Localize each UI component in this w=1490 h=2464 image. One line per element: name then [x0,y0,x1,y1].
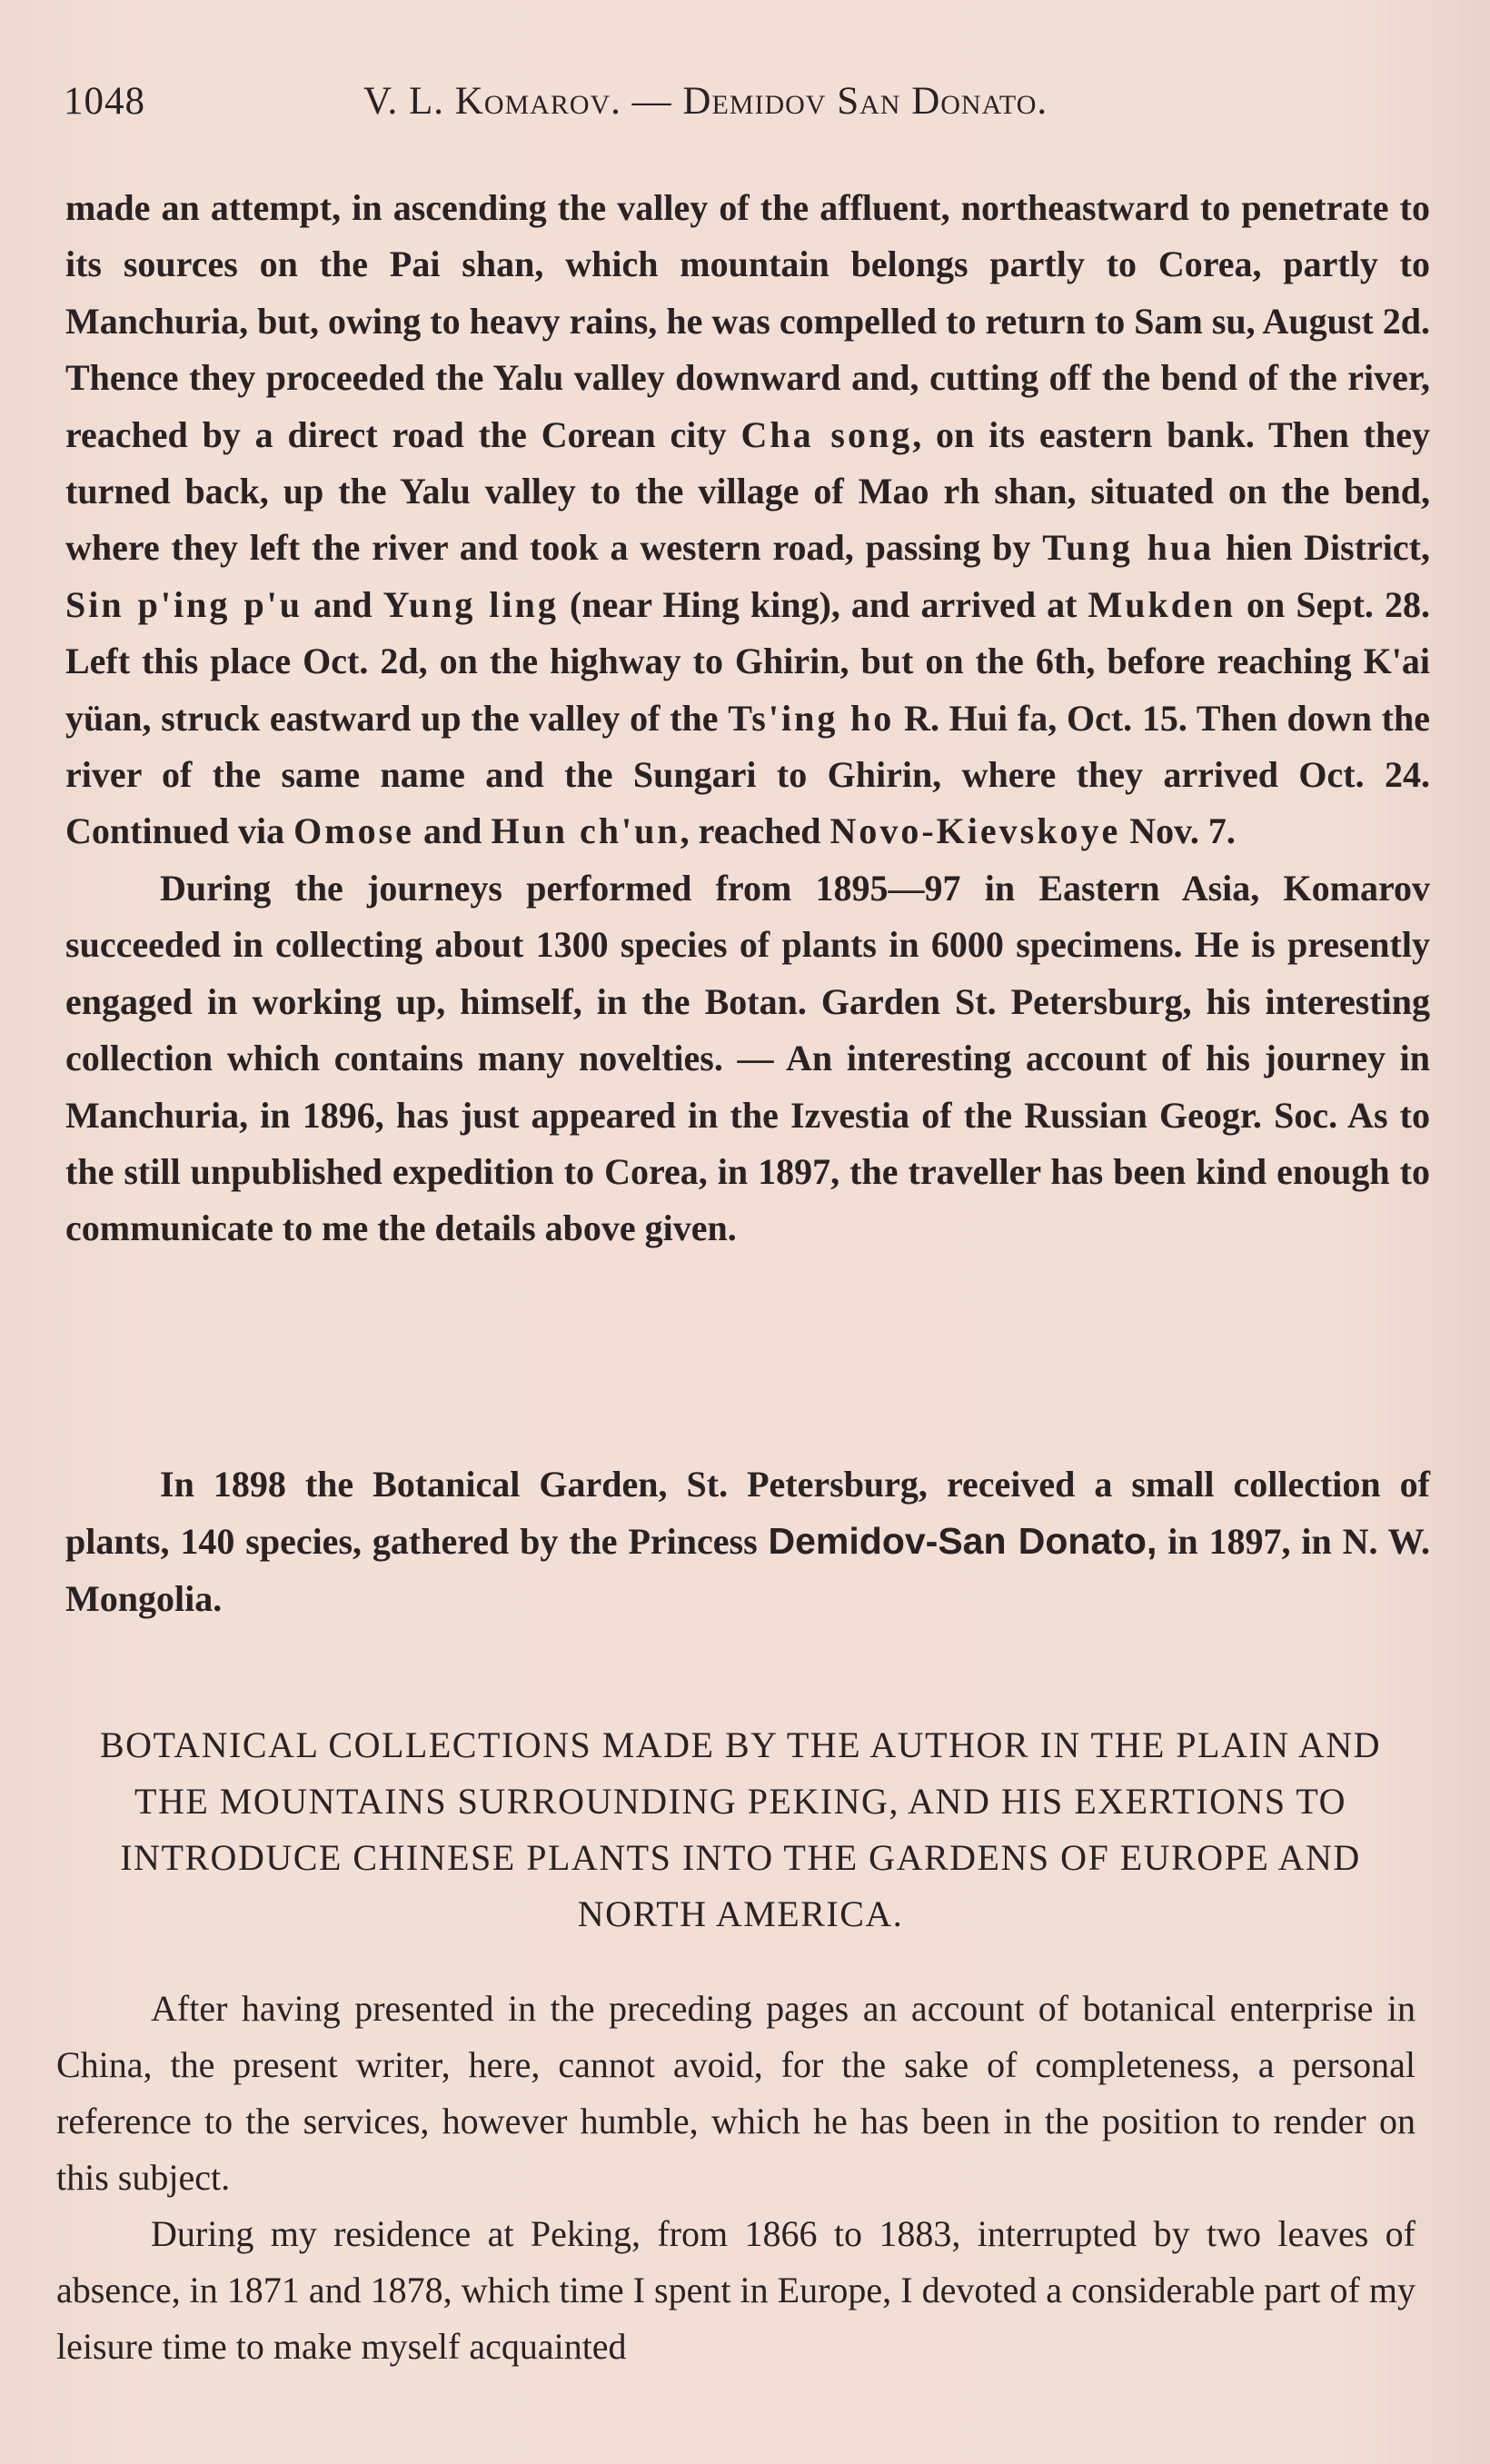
page-number: 1048 [64,80,145,123]
paragraph-residence: During my residence at Peking, from 1866 to 1883, interrupted by two leaves of absence, in 1871 and 1878, which time I spent in Europe, I devoted a considerable part of my leisure time to make myself acquainted [56,2213,1416,2367]
place-name: Sin p'ing p'u [65,583,303,625]
section-heading: BOTANICAL COLLECTIONS MADE BY THE AUTHOR IN THE PLAIN AND THE MOUNTAINS SURROUNDING PEKING, AND HIS EXERTIONS TO INTRODUCE CHINESE PLANTS INTO THE GARDENS OF EUROPE AND NORTH AMERICA. [99,1724,1382,1934]
place-name: Yung ling [382,583,559,625]
place-name: Tung hua [1042,527,1215,569]
running-head: V. L. Komarov. — Demidov San Donato. [363,80,1048,123]
place-name: Hun ch'un [491,810,680,852]
paragraph-demidov: In 1898 the Botanical Garden, St. Petersburg, received a small collection of plants, 140 species, gathered by the Princess Demidov-San Donato, in 1897, in N. W. Mongolia. [65,1464,1430,1619]
paragraph-intro: After having presented in the preceding pages an account of botanical enterprise in China, the present writer, here, cannot avoid, for the sake of completeness, a personal reference to the services, however humble, which he has been in the position to render on this subject. [56,1988,1416,2198]
paragraph-collections: During the journeys performed from 1895—97 in Eastern Asia, Komarov succeeded in collecting about 1300 species of plants in 6000 specimens. He is presently engaged in working up, himself, in the Botan. Garden St. Petersburg, his interesting collection which contains many novelties. — An interesting account of his journey in Manchuria, in 1896, has just appeared in the Izvestia of the Russian Geogr. Soc. As to the still unpublished expedition to Corea, in 1897, the traveller has been kind enough to communicate to me the details above given. [65,867,1430,1249]
place-name: Novo-Kievskoye [829,810,1121,852]
author-section [56,1981,1416,2375]
place-name: Mukden [1088,583,1236,625]
komarov-section [65,180,1430,1257]
demidov-section [65,1456,1430,1627]
page-header [64,75,1426,129]
place-name: Cha song [740,413,913,455]
person-name: Demidov-San Donato, [768,1520,1157,1563]
place-name: Ts'ing ho [728,697,895,739]
place-name: Omose [293,810,414,852]
paragraph-route: made an attempt, in ascending the valley of the affluent, northeastward to penetrate to its sources on the Pai shan, which mountain belongs partly to Corea, partly to Manchuria, but, owing to heavy rains, he was compelled to return to Sam su, August 2d. Thence they proceeded the Yalu valley downward and, cutting off the bend of the river, reached by a direct road the Corean city Cha song, on its eastern bank. Then they turned back, up the Yalu valley to the village of Mao rh shan, situated on the bend, where they left the river and took a western road, passing by Tung hua hien District, Sin p'ing p'u and Yung ling (near Hing king), and arrived at Mukden on Sept. 28. Left this place Oct. 2d, on the highway to Ghirin, but on the 6th, before reaching K'ai yüan, struck eastward up the valley of the Ts'ing ho R. Hui fa, Oct. 15. Then down the river of the same name and the Sungari to Ghirin, where they arrived Oct. 24. Continued via Omose and Hun ch'un, reached Novo-Kievskoye Nov. 7. [65,187,1431,852]
